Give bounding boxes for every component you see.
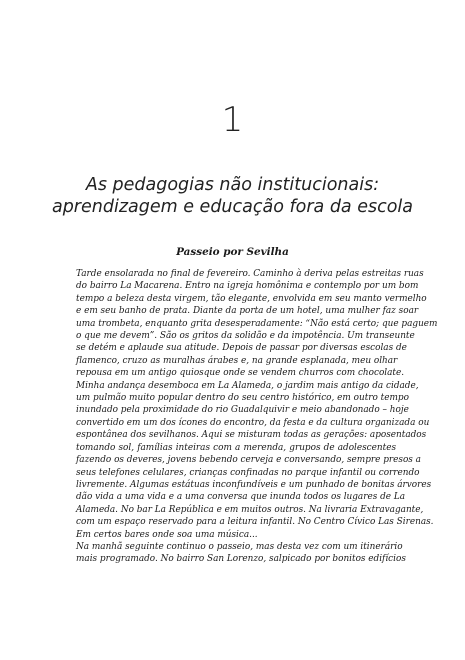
body-line: livremente. Algumas estátuas inconfundíveis e um punhado de bonitas árvores (76, 479, 432, 490)
body-line: seus telefones celulares, crianças confinadas no parque infantil ou correndo (76, 467, 420, 478)
chapter-title-line-2: aprendizagem e educação fora da escola (51, 197, 414, 217)
body-text (76, 268, 438, 566)
chapter-title (40, 174, 425, 218)
body-line: do bairro La Macarena. Entro na igreja homônima e contemplo por um bom (76, 281, 419, 292)
body-line: Em certos bares onde soa uma música... (76, 529, 258, 540)
body-line: dão vida a uma vida e a uma conversa que inunda todos os lugares de La (76, 492, 406, 503)
body-line: o que me devem”. São os gritos da solidão e da impotência. Um transeunte (76, 331, 415, 342)
body-line: inundado pela proximidade do rio Guadalquivir e meio abandonado – hoje (76, 405, 409, 416)
body-line: Alameda. No bar La República e em muitos outros. Na livraria Extravagante, (76, 504, 424, 515)
body-line: repousa em um antigo quiosque onde se vendem churros com chocolate. (76, 368, 405, 379)
body-line: espontânea dos sevilhanos. Aqui se misturam todas as gerações: aposentados (76, 430, 427, 441)
chapter-number: 1 (221, 100, 244, 140)
body-line: mais programado. No bairro San Lorenzo, salpicado por bonitos edifícios (76, 554, 406, 565)
body-line: Tarde ensolarada no final de fevereiro. Caminho à deriva pelas estreitas ruas (76, 269, 424, 279)
body-line: fazendo os deveres, jovens bebendo cerveja e conversando, sempre presos a (76, 455, 421, 466)
chapter-title-line-1: As pedagogias não institucionais: (85, 175, 380, 195)
body-line: flamenco, cruzo as muralhas árabes e, na grande esplanada, meu olhar (76, 355, 398, 366)
body-line: uma trombeta, enquanto grita desesperadamente: “Não está certo; que paguem (76, 318, 438, 329)
body-line: tempo a beleza desta virgem, tão elegante, envolvida em seu manto vermelho (76, 293, 427, 304)
body-line: convertido em um dos ícones do encontro, da festa e da cultura organizada ou (76, 417, 430, 428)
section-heading: Passeio por Sevilha (176, 246, 289, 258)
body-line: se detém e aplaude sua atitude. Depois de passar por diversas escolas de (76, 343, 407, 354)
body-line: Na manhã seguinte continuo o passeio, mas desta vez com um itinerário (76, 541, 403, 552)
body-line: com um espaço reservado para a leitura infantil. No Centro Cívico Las Sirenas. (76, 517, 434, 528)
body-line: e em seu banho de prata. Diante da porta de um hotel, uma mulher faz soar (76, 306, 419, 317)
body-line: tomando sol, famílias inteiras com a merenda, grupos de adolescentes (76, 442, 396, 453)
body-line: Minha andança desemboca em La Alameda, o jardim mais antigo da cidade, (76, 380, 419, 391)
body-line: um pulmão muito popular dentro do seu centro histórico, em outro tempo (76, 393, 409, 404)
